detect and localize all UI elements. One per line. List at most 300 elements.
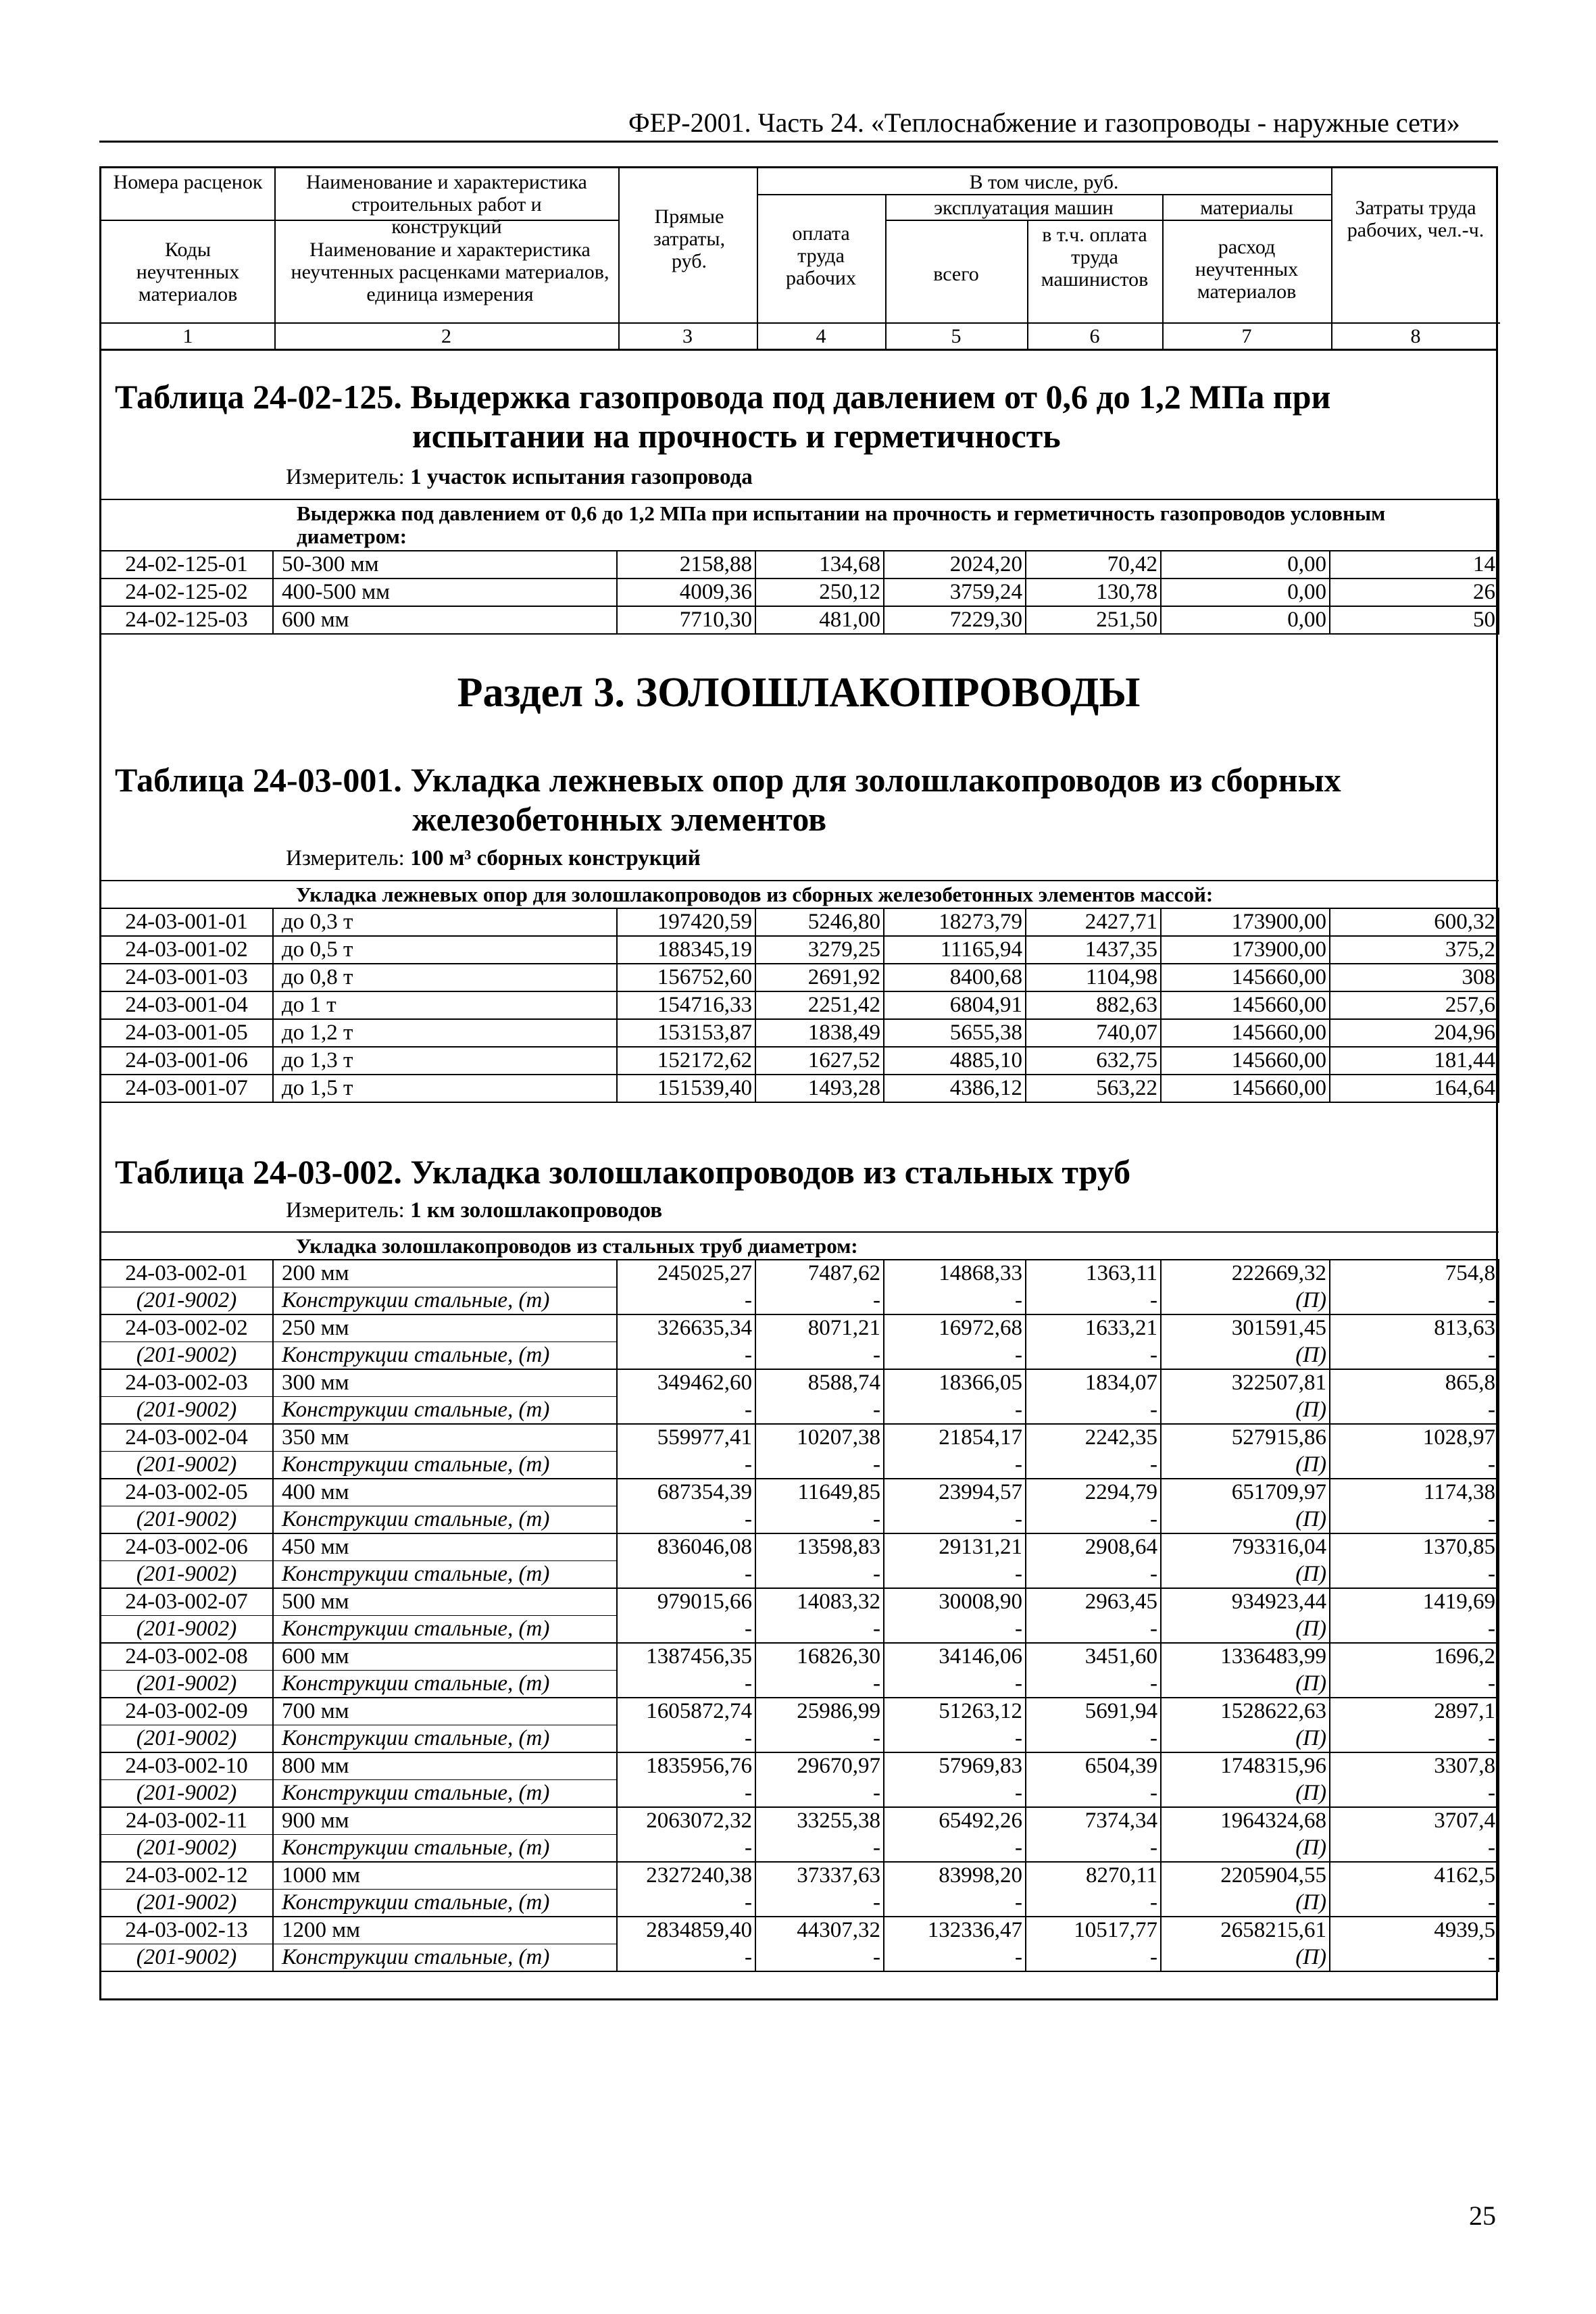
empty-value: - [755, 1561, 884, 1589]
direct-costs: 188345,19 [617, 936, 755, 964]
empty-value: - [617, 1452, 755, 1479]
empty-value: - [884, 1561, 1026, 1589]
material-name: Конструкции стальные, (т) [273, 1616, 617, 1644]
machines-total: 2024,20 [884, 551, 1026, 578]
empty-value: - [1330, 1452, 1499, 1479]
materials-use: 527915,86 [1161, 1424, 1330, 1452]
direct-costs: 151539,40 [617, 1075, 755, 1102]
work-name: до 0,5 т [273, 936, 617, 964]
empty-value: - [884, 1944, 1026, 1972]
materials-use: 1336483,99 [1161, 1643, 1330, 1671]
labor-hours: 4162,5 [1330, 1862, 1499, 1890]
col-number: 6 [1089, 325, 1100, 347]
machines-total: 83998,20 [884, 1862, 1026, 1890]
material-row [100, 1890, 1499, 1917]
wages: 29670,97 [755, 1752, 884, 1780]
table-row [100, 1479, 1499, 1506]
empty-value: - [884, 1506, 1026, 1534]
header-rule [99, 141, 1498, 143]
materials-use: 2658215,61 [1161, 1917, 1330, 1944]
table-row [100, 1533, 1499, 1561]
empty-value: - [1026, 1561, 1161, 1589]
rate-code: 24-03-001-06 [100, 1047, 273, 1075]
material-name: Конструкции стальные, (т) [273, 1725, 617, 1753]
rate-code: 24-03-002-11 [100, 1807, 273, 1835]
empty-value: - [755, 1944, 884, 1972]
empty-value: - [755, 1616, 884, 1644]
header-materials: материалы [1200, 197, 1293, 219]
table-row [100, 606, 1499, 634]
work-name: 1200 мм [273, 1917, 617, 1944]
material-code: (201-9002) [100, 1561, 273, 1589]
work-name: до 1,3 т [273, 1047, 617, 1075]
header-rate-number: Номера расценок [113, 171, 263, 193]
machines-total: 51263,12 [884, 1698, 1026, 1725]
empty-value: - [884, 1890, 1026, 1917]
empty-value: - [617, 1780, 755, 1808]
table-title-line2: испытании на прочность и герметичность [412, 417, 1061, 455]
empty-value: - [755, 1506, 884, 1534]
materials-use: 1964324,68 [1161, 1807, 1330, 1835]
material-price-mark: (П) [1161, 1342, 1330, 1370]
work-name: 800 мм [273, 1752, 617, 1780]
operator-wages: 1104,98 [1026, 964, 1161, 991]
machines-total: 34146,06 [884, 1643, 1026, 1671]
empty-value: - [884, 1616, 1026, 1644]
rate-code: 24-03-002-08 [100, 1643, 273, 1671]
wages: 14083,32 [755, 1588, 884, 1616]
labor-hours: 813,63 [1330, 1314, 1499, 1342]
measure-line [286, 1198, 662, 1223]
work-name: до 1,2 т [273, 1019, 617, 1047]
direct-costs: 2834859,40 [617, 1917, 755, 1944]
empty-value: - [755, 1725, 884, 1753]
direct-costs: 156752,60 [617, 964, 755, 991]
col-number: 7 [1241, 325, 1252, 347]
direct-costs: 1835956,76 [617, 1752, 755, 1780]
empty-value: - [755, 1890, 884, 1917]
material-code: (201-9002) [100, 1397, 273, 1425]
empty-value: - [884, 1835, 1026, 1863]
header-work-name: Наименование и характеристика строительных работ и конструкций [306, 171, 587, 238]
rate-code: 24-03-001-03 [100, 964, 273, 991]
material-row [100, 1944, 1499, 1972]
material-row [100, 1397, 1499, 1425]
empty-value: - [884, 1671, 1026, 1698]
wages: 16826,30 [755, 1643, 884, 1671]
direct-costs: 1605872,74 [617, 1698, 755, 1725]
material-price-mark: (П) [1161, 1452, 1330, 1479]
material-name: Конструкции стальные, (т) [273, 1561, 617, 1589]
empty-value: - [1026, 1342, 1161, 1370]
rate-code: 24-03-002-05 [100, 1479, 273, 1506]
work-name: 250 мм [273, 1314, 617, 1342]
empty-value: - [884, 1725, 1026, 1753]
header-wages: оплата труда рабочих [786, 222, 856, 289]
labor-hours: 1696,2 [1330, 1643, 1499, 1671]
empty-value: - [1330, 1506, 1499, 1534]
materials-use: 145660,00 [1161, 964, 1330, 991]
table-row [100, 991, 1499, 1019]
operator-wages: 8270,11 [1026, 1862, 1161, 1890]
empty-value: - [755, 1780, 884, 1808]
machines-total: 18366,05 [884, 1369, 1026, 1397]
wages: 2691,92 [755, 964, 884, 991]
table-row [100, 1314, 1499, 1342]
col-number: 5 [951, 325, 962, 347]
material-name: Конструкции стальные, (т) [273, 1506, 617, 1534]
labor-hours: 3707,4 [1330, 1807, 1499, 1835]
material-code: (201-9002) [100, 1835, 273, 1863]
empty-value: - [755, 1397, 884, 1425]
empty-value: - [1026, 1506, 1161, 1534]
direct-costs: 153153,87 [617, 1019, 755, 1047]
labor-hours: 1028,97 [1330, 1424, 1499, 1452]
operator-wages: 2294,79 [1026, 1479, 1161, 1506]
column-header-table [99, 166, 1498, 351]
materials-use: 173900,00 [1161, 936, 1330, 964]
material-row [100, 1452, 1499, 1479]
empty-value: - [755, 1835, 884, 1863]
rate-code: 24-03-001-02 [100, 936, 273, 964]
machines-total: 65492,26 [884, 1807, 1026, 1835]
materials-use: 145660,00 [1161, 991, 1330, 1019]
materials-use: 934923,44 [1161, 1588, 1330, 1616]
operator-wages: 10517,77 [1026, 1917, 1161, 1944]
materials-use: 145660,00 [1161, 1047, 1330, 1075]
work-name: 200 мм [273, 1260, 617, 1287]
material-code: (201-9002) [100, 1725, 273, 1753]
material-price-mark: (П) [1161, 1780, 1330, 1808]
work-name: до 0,3 т [273, 908, 617, 936]
operator-wages: 632,75 [1026, 1047, 1161, 1075]
machines-total: 4386,12 [884, 1075, 1026, 1102]
material-price-mark: (П) [1161, 1671, 1330, 1698]
operator-wages: 251,50 [1026, 606, 1161, 634]
labor-hours: 1174,38 [1330, 1479, 1499, 1506]
rate-code: 24-03-001-01 [100, 908, 273, 936]
rate-code: 24-02-125-01 [100, 551, 273, 578]
empty-value: - [617, 1835, 755, 1863]
measure-label: Измеритель: [286, 465, 405, 489]
empty-value: - [1330, 1671, 1499, 1698]
materials-use: 222669,32 [1161, 1260, 1330, 1287]
work-name: 300 мм [273, 1369, 617, 1397]
machines-total: 8400,68 [884, 964, 1026, 991]
empty-value: - [1026, 1452, 1161, 1479]
empty-value: - [884, 1780, 1026, 1808]
empty-value: - [755, 1452, 884, 1479]
labor-hours: 3307,8 [1330, 1752, 1499, 1780]
operator-wages: 740,07 [1026, 1019, 1161, 1047]
labor-hours: 257,6 [1330, 991, 1499, 1019]
empty-value: - [1330, 1780, 1499, 1808]
rate-code: 24-02-125-02 [100, 578, 273, 606]
operator-wages: 882,63 [1026, 991, 1161, 1019]
empty-value: - [1330, 1397, 1499, 1425]
operator-wages: 1437,35 [1026, 936, 1161, 964]
wages: 13598,83 [755, 1533, 884, 1561]
machines-total: 6804,91 [884, 991, 1026, 1019]
wages: 44307,32 [755, 1917, 884, 1944]
labor-hours: 1370,85 [1330, 1533, 1499, 1561]
col-number: 8 [1410, 325, 1421, 347]
header-direct-costs: Прямые затраты, руб. [653, 205, 726, 272]
work-name: 400 мм [273, 1479, 617, 1506]
work-name: 1000 мм [273, 1862, 617, 1890]
rate-code: 24-03-002-09 [100, 1698, 273, 1725]
work-name: до 0,8 т [273, 964, 617, 991]
direct-costs: 2063072,32 [617, 1807, 755, 1835]
material-code: (201-9002) [100, 1342, 273, 1370]
material-row [100, 1616, 1499, 1644]
material-price-mark: (П) [1161, 1725, 1330, 1753]
direct-costs: 349462,60 [617, 1369, 755, 1397]
materials-use: 793316,04 [1161, 1533, 1330, 1561]
operator-wages: 3451,60 [1026, 1643, 1161, 1671]
empty-value: - [617, 1287, 755, 1315]
wages: 250,12 [755, 578, 884, 606]
material-price-mark: (П) [1161, 1287, 1330, 1315]
table-row [100, 1643, 1499, 1671]
empty-value: - [884, 1342, 1026, 1370]
labor-hours: 4939,5 [1330, 1917, 1499, 1944]
table-row [100, 1075, 1499, 1102]
wages: 10207,38 [755, 1424, 884, 1452]
empty-value: - [1026, 1725, 1161, 1753]
labor-hours: 2897,1 [1330, 1698, 1499, 1725]
machines-total: 23994,57 [884, 1479, 1026, 1506]
empty-value: - [1026, 1616, 1161, 1644]
rate-code: 24-03-002-04 [100, 1424, 273, 1452]
measure-label: Измеритель: [286, 1198, 405, 1223]
col-number: 1 [182, 325, 193, 347]
rate-code: 24-03-002-12 [100, 1862, 273, 1890]
labor-hours: 754,8 [1330, 1260, 1499, 1287]
work-name: 400-500 мм [273, 578, 617, 606]
table-row [100, 1424, 1499, 1452]
labor-hours: 600,32 [1330, 908, 1499, 936]
rate-code: 24-03-001-05 [100, 1019, 273, 1047]
materials-use: 301591,45 [1161, 1314, 1330, 1342]
operator-wages: 130,78 [1026, 578, 1161, 606]
materials-use: 1528622,63 [1161, 1698, 1330, 1725]
material-price-mark: (П) [1161, 1890, 1330, 1917]
header-machines: эксплуатация машин [934, 197, 1114, 219]
empty-value: - [1026, 1780, 1161, 1808]
material-name: Конструкции стальные, (т) [273, 1287, 617, 1315]
rate-code: 24-03-002-13 [100, 1917, 273, 1944]
materials-use: 145660,00 [1161, 1019, 1330, 1047]
operator-wages: 2908,64 [1026, 1533, 1161, 1561]
material-name: Конструкции стальные, (т) [273, 1452, 617, 1479]
header-material-codes: Коды неучтенных материалов [136, 239, 240, 305]
material-row [100, 1835, 1499, 1863]
header-materials-use: расход неучтенных материалов [1195, 236, 1299, 303]
empty-value: - [884, 1397, 1026, 1425]
wages: 11649,85 [755, 1479, 884, 1506]
table-row [100, 1047, 1499, 1075]
materials-use: 2205904,55 [1161, 1862, 1330, 1890]
material-code: (201-9002) [100, 1780, 273, 1808]
empty-value: - [617, 1506, 755, 1534]
table-row [100, 1917, 1499, 1944]
table-caption: Выдержка под давлением от 0,6 до 1,2 МПа при испытании на прочность и герметичность газопроводов условным диаметром: [100, 499, 1499, 551]
header-labor: Затраты труда рабочих, чел.-ч. [1347, 197, 1485, 241]
rate-code: 24-02-125-03 [100, 606, 273, 634]
empty-value: - [1330, 1835, 1499, 1863]
wages: 33255,38 [755, 1807, 884, 1835]
direct-costs: 2158,88 [617, 551, 755, 578]
empty-value: - [1026, 1287, 1161, 1315]
operator-wages: 2242,35 [1026, 1424, 1161, 1452]
empty-value: - [1330, 1342, 1499, 1370]
work-name: 600 мм [273, 606, 617, 634]
materials-use: 1748315,96 [1161, 1752, 1330, 1780]
header-machines-total: всего [933, 263, 979, 285]
rate-code: 24-03-002-02 [100, 1314, 273, 1342]
work-name: 900 мм [273, 1807, 617, 1835]
rate-code: 24-03-002-03 [100, 1369, 273, 1397]
empty-value: - [755, 1342, 884, 1370]
empty-value: - [617, 1671, 755, 1698]
material-row [100, 1725, 1499, 1753]
wages: 1627,52 [755, 1047, 884, 1075]
labor-hours: 375,2 [1330, 936, 1499, 964]
table-24-02-125 [99, 499, 1499, 635]
direct-costs: 152172,62 [617, 1047, 755, 1075]
rate-code: 24-03-002-01 [100, 1260, 273, 1287]
measure-value: 1 участок испытания газопровода [410, 465, 753, 489]
labor-hours: 204,96 [1330, 1019, 1499, 1047]
material-price-mark: (П) [1161, 1561, 1330, 1589]
work-name: 600 мм [273, 1643, 617, 1671]
labor-hours: 1419,69 [1330, 1588, 1499, 1616]
header-operator-wages: в т.ч. оплата труда машинистов [1041, 224, 1149, 291]
machines-total: 132336,47 [884, 1917, 1026, 1944]
measure-value: 1 км золошлакопроводов [410, 1198, 663, 1223]
empty-value: - [1026, 1671, 1161, 1698]
labor-hours: 50 [1330, 606, 1499, 634]
operator-wages: 1363,11 [1026, 1260, 1161, 1287]
materials-use: 173900,00 [1161, 908, 1330, 936]
work-name: до 1 т [273, 991, 617, 1019]
materials-use: 651709,97 [1161, 1479, 1330, 1506]
material-price-mark: (П) [1161, 1506, 1330, 1534]
wages: 8588,74 [755, 1369, 884, 1397]
col-number: 4 [816, 325, 826, 347]
measure-line [286, 465, 753, 490]
machines-total: 30008,90 [884, 1588, 1026, 1616]
machines-total: 16972,68 [884, 1314, 1026, 1342]
table-row [100, 1369, 1499, 1397]
wages: 2251,42 [755, 991, 884, 1019]
direct-costs: 687354,39 [617, 1479, 755, 1506]
rate-code: 24-03-002-10 [100, 1752, 273, 1780]
direct-costs: 326635,34 [617, 1314, 755, 1342]
machines-total: 29131,21 [884, 1533, 1026, 1561]
table-row [100, 908, 1499, 936]
empty-value: - [755, 1671, 884, 1698]
material-row [100, 1287, 1499, 1315]
empty-value: - [1330, 1616, 1499, 1644]
direct-costs: 836046,08 [617, 1533, 755, 1561]
empty-value: - [1026, 1835, 1161, 1863]
table-row [100, 1807, 1499, 1835]
table-row [100, 1019, 1499, 1047]
work-name: 500 мм [273, 1588, 617, 1616]
measure-line [286, 846, 701, 871]
machines-total: 18273,79 [884, 908, 1026, 936]
empty-value: - [1026, 1890, 1161, 1917]
direct-costs: 979015,66 [617, 1588, 755, 1616]
table-caption: Укладка золошлакопроводов из стальных труб диаметром: [100, 1232, 1499, 1260]
material-code: (201-9002) [100, 1506, 273, 1534]
empty-value: - [1026, 1944, 1161, 1972]
empty-value: - [1026, 1397, 1161, 1425]
empty-value: - [617, 1944, 755, 1972]
machines-total: 4885,10 [884, 1047, 1026, 1075]
wages: 1493,28 [755, 1075, 884, 1102]
material-name: Конструкции стальные, (т) [273, 1671, 617, 1698]
table-row [100, 936, 1499, 964]
material-code: (201-9002) [100, 1452, 273, 1479]
work-name: 50-300 мм [273, 551, 617, 578]
materials-use: 0,00 [1161, 606, 1330, 634]
running-header: ФЕР-2001. Часть 24. «Теплоснабжение и газопроводы - наружные сети» [628, 107, 1460, 138]
table-row [100, 1752, 1499, 1780]
wages: 5246,80 [755, 908, 884, 936]
empty-value: - [617, 1397, 755, 1425]
labor-hours: 308 [1330, 964, 1499, 991]
table-row [100, 1260, 1499, 1287]
table-title: Таблица 24-03-002. Укладка золошлакопроводов из стальных труб [115, 1153, 1131, 1191]
labor-hours: 181,44 [1330, 1047, 1499, 1075]
operator-wages: 6504,39 [1026, 1752, 1161, 1780]
machines-total: 11165,94 [884, 936, 1026, 964]
col-number: 2 [441, 325, 451, 347]
empty-value: - [1330, 1890, 1499, 1917]
empty-value: - [884, 1287, 1026, 1315]
empty-value: - [617, 1342, 755, 1370]
operator-wages: 2427,71 [1026, 908, 1161, 936]
direct-costs: 7710,30 [617, 606, 755, 634]
wages: 481,00 [755, 606, 884, 634]
machines-total: 57969,83 [884, 1752, 1026, 1780]
table-title-line2: железобетонных элементов [412, 800, 827, 838]
work-name: 350 мм [273, 1424, 617, 1452]
material-code: (201-9002) [100, 1671, 273, 1698]
table-row [100, 964, 1499, 991]
material-price-mark: (П) [1161, 1944, 1330, 1972]
materials-use: 145660,00 [1161, 1075, 1330, 1102]
material-name: Конструкции стальные, (т) [273, 1890, 617, 1917]
wages: 3279,25 [755, 936, 884, 964]
empty-value: - [1330, 1944, 1499, 1972]
direct-costs: 559977,41 [617, 1424, 755, 1452]
machines-total: 3759,24 [884, 578, 1026, 606]
empty-value: - [617, 1890, 755, 1917]
table-row [100, 578, 1499, 606]
measure-value: 100 м³ сборных конструкций [410, 846, 701, 870]
materials-use: 0,00 [1161, 551, 1330, 578]
empty-value: - [617, 1616, 755, 1644]
table-24-03-001 [99, 880, 1499, 1103]
col-number: 3 [682, 325, 693, 347]
direct-costs: 2327240,38 [617, 1862, 755, 1890]
empty-value: - [1330, 1561, 1499, 1589]
direct-costs: 245025,27 [617, 1260, 755, 1287]
